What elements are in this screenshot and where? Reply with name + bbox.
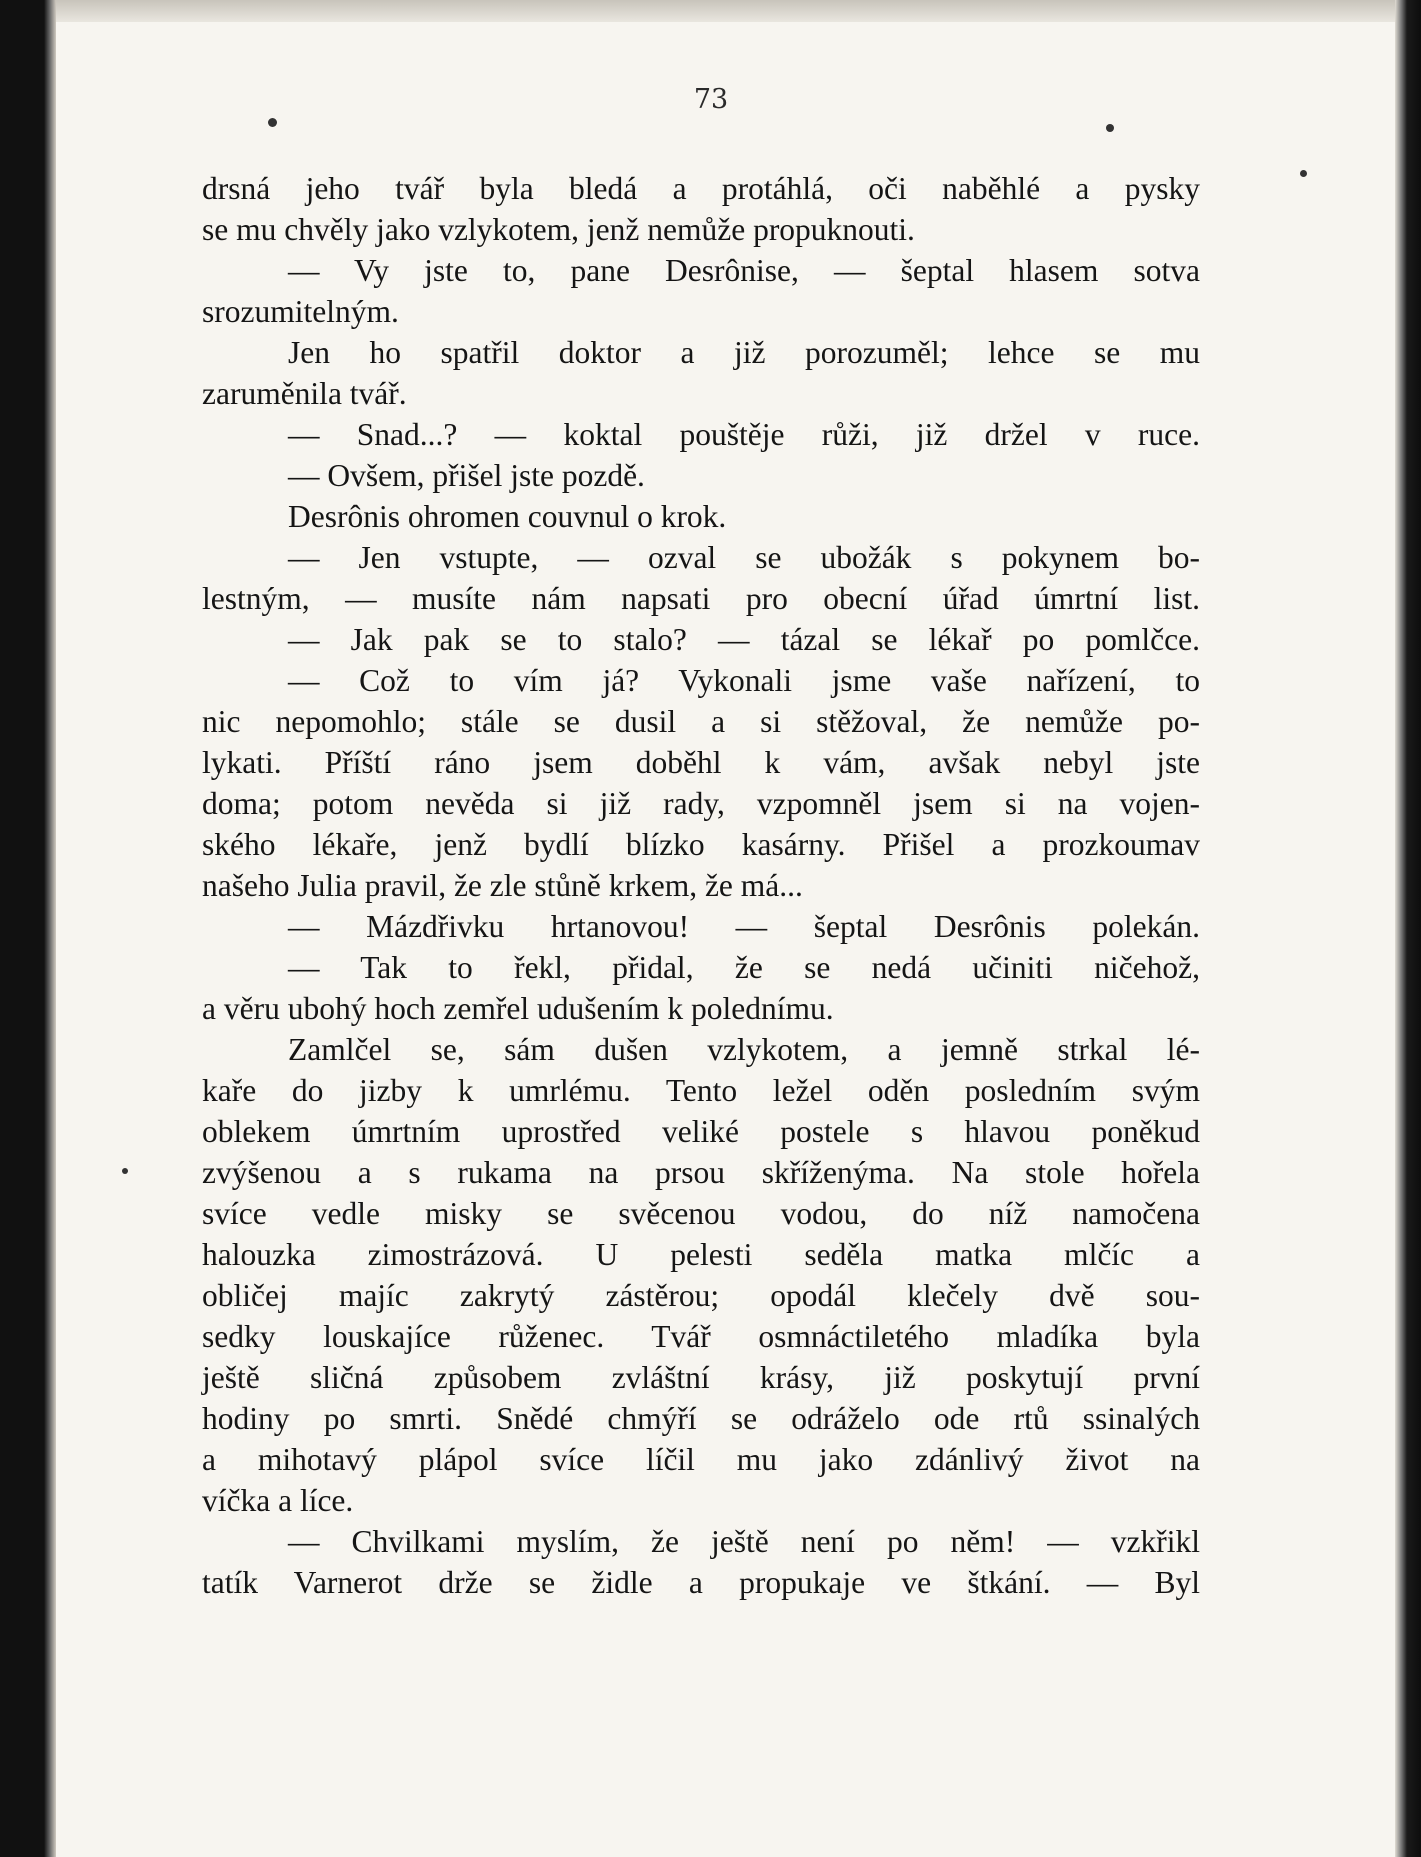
text-line: kaře do jizby k umrlému. Tento ležel oděn posledním svým [202,1073,1200,1108]
text-line: — Tak to řekl, přidal, že se nedá učiniti ničehož, [288,950,1200,985]
print-speck [122,1168,128,1174]
text-line: lykati. Příští ráno jsem doběhl k vám, avšak nebyl jste [202,745,1200,780]
text-line: ještě sličná způsobem zvláštní krásy, již poskytují první [202,1360,1200,1395]
text-line: se mu chvěly jako vzlykotem, jenž nemůže propuknouti. [202,212,915,247]
scan-left-edge [0,0,56,1857]
text-line: — Což to vím já? Vykonali jsme vaše nařízení, to [288,663,1200,698]
body-text [202,168,1200,1603]
text-line: a věru ubohý hoch zemřel udušením k polednímu. [202,991,834,1026]
text-line: našeho Julia pravil, že zle stůně krkem, že má... [202,868,803,903]
text-line: ského lékaře, jenž bydlí blízko kasárny. Přišel a prozkoumav [202,827,1200,862]
print-speck [1300,170,1307,177]
text-line: oblekem úmrtním uprostřed veliké postele s hlavou poněkud [202,1114,1200,1149]
text-line: obličej majíc zakrytý zástěrou; opodál klečely dvě sou- [202,1278,1200,1313]
text-line: Jen ho spatřil doktor a již porozuměl; lehce se mu [288,335,1200,370]
text-line: — Snad...? — koktal pouštěje růži, již držel v ruce. [288,417,1200,452]
text-line: drsná jeho tvář byla bledá a protáhlá, oči naběhlé a pysky [202,171,1200,206]
text-line: Zamlčel se, sám dušen vzlykotem, a jemně strkal lé- [288,1032,1200,1067]
text-line: srozumitelným. [202,294,399,329]
text-line: halouzka zimostrázová. U pelesti seděla matka mlčíc a [202,1237,1200,1272]
text-line: — Vy jste to, pane Desrônise, — šeptal hlasem sotva [288,253,1200,288]
text-line: nic nepomohlo; stále se dusil a si stěžoval, že nemůže po- [202,704,1200,739]
text-line: zvýšenou a s rukama na prsou skříženýma. Na stole hořela [202,1155,1200,1190]
text-line: — Mázdřivku hrtanovou! — šeptal Desrônis polekán. [288,909,1200,944]
text-line: hodiny po smrti. Snědé chmýří se odráželo ode rtů ssinalých [202,1401,1200,1436]
text-line: — Chvilkami myslím, že ještě není po něm! — vzkřikl [288,1524,1200,1559]
text-line: doma; potom nevěda si již rady, vzpomněl jsem si na vojen- [202,786,1200,821]
text-line: — Ovšem, přišel jste pozdě. [288,458,645,493]
page-number: 73 [693,84,729,115]
text-line: svíce vedle misky se svěcenou vodou, do níž namočena [202,1196,1200,1231]
text-line: lestným, — musíte nám napsati pro obecní úřad úmrtní list. [202,581,1200,616]
scan-top-edge [0,0,1421,22]
text-line: víčka a líce. [202,1483,354,1518]
text-line: — Jak pak se to stalo? — tázal se lékař po pomlčce. [288,622,1200,657]
text-line: sedky louskajíce růženec. Tvář osmnáctiletého mladíka byla [202,1319,1200,1354]
text-line: tatík Varnerot drže se židle a propukaje ve štkání. — Byl [202,1565,1200,1600]
scan-right-edge [1395,0,1421,1857]
print-speck [1106,124,1114,132]
text-line: Desrônis ohromen couvnul o krok. [288,499,727,534]
print-speck [268,118,277,127]
text-line: — Jen vstupte, — ozval se ubožák s pokynem bo- [288,540,1200,575]
text-line: a mihotavý plápol svíce líčil mu jako zdánlivý život na [202,1442,1200,1477]
text-line: zaruměnila tvář. [202,376,407,411]
